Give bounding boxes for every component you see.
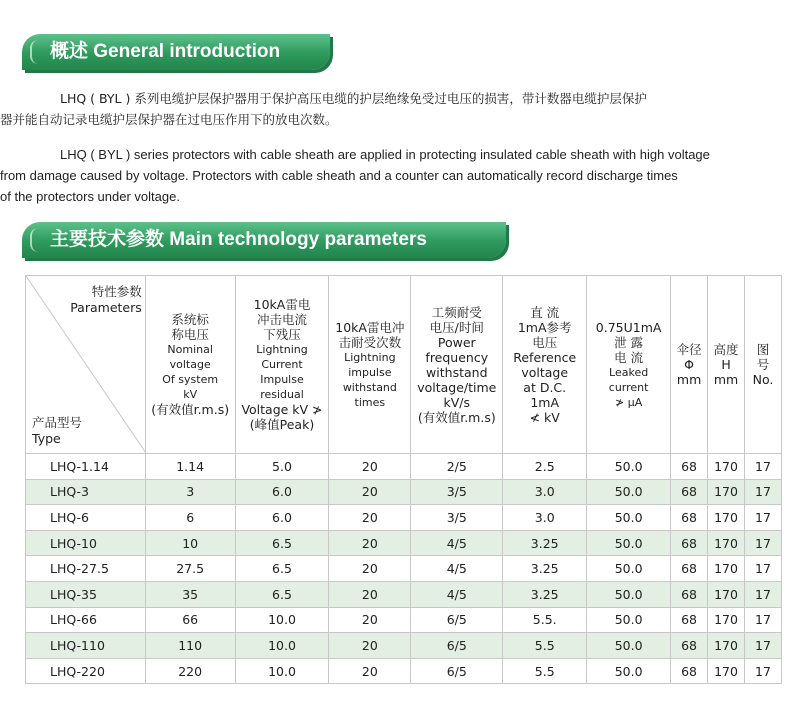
table-row: [26, 607, 782, 633]
product-type-cell: LHQ-35: [26, 581, 146, 607]
table-row: [26, 454, 782, 480]
intro-en-line-1: LHQ ( BYL ) series protectors with cable sheath are applied in protecting insulated cable sheath with high voltage: [60, 147, 710, 162]
table-cell: 68: [671, 581, 708, 607]
table-cell: 50.0: [587, 454, 671, 480]
table-cell: 4/5: [411, 556, 503, 582]
table-row: [26, 556, 782, 582]
table-cell: 68: [671, 505, 708, 531]
header-leaked-current: [587, 276, 671, 454]
table-cell: 20: [329, 454, 411, 480]
table-cell: 170: [708, 633, 745, 659]
table-cell: 4/5: [411, 530, 503, 556]
table-cell: 20: [329, 633, 411, 659]
header-label-line: Power: [437, 334, 476, 350]
table-cell: 6.5: [235, 581, 329, 607]
table-cell: 66: [145, 607, 235, 633]
product-type-cell: LHQ-27.5: [26, 556, 146, 582]
table-cell: 20: [329, 530, 411, 556]
product-type-cell: LHQ-10: [26, 530, 146, 556]
header-label-line: 工频耐受: [431, 304, 482, 320]
intro-cn-line-1: LHQ ( BYL ) 系列电缆护层保护器用于保护高压电缆的护层绝缘免受过电压的损害，带计数器电缆护层保护: [60, 91, 647, 106]
table-cell: 50.0: [587, 633, 671, 659]
table-cell: 68: [671, 658, 708, 684]
table-cell: 3.25: [503, 530, 587, 556]
intro-en-line-2: from damage caused by voltage. Protectors with cable sheath and a counter can automatically record discharge times: [0, 168, 678, 183]
table-cell: 170: [708, 530, 745, 556]
table-cell: 170: [708, 658, 745, 684]
table-cell: 3.25: [503, 556, 587, 582]
table-cell: 68: [671, 607, 708, 633]
table-row: [26, 505, 782, 531]
header-label-line: withstand: [342, 380, 397, 394]
product-type-cell: LHQ-1.14: [26, 454, 146, 480]
product-type-cell: LHQ-3: [26, 479, 146, 505]
header-reference-voltage: [503, 276, 587, 454]
header-label-line: voltage: [521, 364, 569, 380]
table-cell: 17: [745, 556, 782, 582]
header-label-line: 1mA参考: [517, 319, 572, 335]
header-label-line: H: [721, 357, 731, 372]
header-label-line: 冲击电流: [256, 312, 307, 327]
header-height: [708, 276, 745, 454]
table-row: [26, 530, 782, 556]
table-cell: 68: [671, 556, 708, 582]
table-cell: 20: [329, 479, 411, 505]
header-label-line: (有效值r.m.s): [417, 409, 496, 425]
header-label-line: 下残压: [263, 327, 301, 342]
header-label-line: Reference: [513, 349, 577, 365]
header-corner-cell: [26, 276, 146, 454]
header-label-line: mm: [713, 372, 739, 387]
header-label-line: Impulse: [260, 373, 304, 386]
table-cell: 27.5: [145, 556, 235, 582]
table-cell: 35: [145, 581, 235, 607]
table-cell: 170: [708, 479, 745, 505]
header-label-line: kV/s: [443, 394, 471, 410]
table-cell: 5.5: [503, 633, 587, 659]
product-type-cell: LHQ-220: [26, 658, 146, 684]
table-cell: 6.0: [235, 479, 329, 505]
table-cell: 20: [329, 556, 411, 582]
intro-en-line-3: of the protectors under voltage.: [0, 189, 180, 204]
table-cell: 3: [145, 479, 235, 505]
header-label-line: kV: [183, 388, 198, 401]
table-cell: 6.0: [235, 505, 329, 531]
header-label-line: 电压: [532, 334, 558, 350]
header-label-line: Current: [261, 358, 303, 371]
header-label-line: 10kA雷电冲: [335, 319, 405, 335]
header-label-line: current: [608, 380, 649, 394]
table-row: [26, 633, 782, 659]
header-label-line: withstand: [426, 364, 488, 380]
table-cell: 5.5.: [503, 607, 587, 633]
header-label-line: frequency: [425, 349, 489, 365]
header-nominal-voltage: [145, 276, 235, 454]
table-cell: 3/5: [411, 505, 503, 531]
header-label-line: 高度: [713, 342, 739, 357]
table-cell: 3.0: [503, 479, 587, 505]
table-cell: 17: [745, 658, 782, 684]
parameters-table: [25, 275, 782, 684]
header-label-line: 伞径: [676, 342, 702, 357]
table-header-row: [26, 276, 782, 454]
table-cell: 20: [329, 607, 411, 633]
intro-english-paragraph: [0, 144, 800, 207]
header-label-line: voltage: [169, 358, 211, 371]
section-title-text: 主要技术参数 Main technology parameters: [50, 229, 427, 250]
header-label-line: ≮ kV: [529, 409, 560, 425]
table-cell: 20: [329, 581, 411, 607]
table-cell: 68: [671, 454, 708, 480]
header-label-line: 10kA雷电: [253, 297, 311, 312]
table-cell: 10.0: [235, 658, 329, 684]
product-type-cell: LHQ-6: [26, 505, 146, 531]
section-title-general-introduction: [22, 34, 330, 70]
header-label-line: (峰值Peak): [249, 417, 315, 432]
table-cell: 2.5: [503, 454, 587, 480]
header-label-line: 泄 露: [614, 334, 644, 350]
header-label-line: 电压/时间: [429, 319, 484, 335]
header-label-line: Leaked: [609, 365, 649, 379]
header-label-line: mm: [676, 372, 702, 387]
table-cell: 6/5: [411, 607, 503, 633]
header-label-line: 图: [756, 342, 770, 357]
header-label-line: (有效值r.m.s): [151, 402, 230, 417]
table-cell: 10: [145, 530, 235, 556]
table-cell: 2/5: [411, 454, 503, 480]
header-label-line: 称电压: [171, 327, 209, 342]
header-label-line: 1mA: [530, 394, 560, 410]
table-cell: 17: [745, 454, 782, 480]
header-label-line: Nominal: [167, 343, 213, 356]
table-row: [26, 658, 782, 684]
intro-cn-line-2: 器并能自动记录电缆护层保护器在过电压作用下的放电次数。: [0, 112, 338, 127]
table-cell: 17: [745, 479, 782, 505]
header-label-line: 直 流: [530, 304, 560, 320]
header-label-line: Lightning: [256, 343, 308, 356]
table-cell: 220: [145, 658, 235, 684]
header-label-line: Φ: [684, 357, 694, 372]
header-label-line: 电 流: [614, 349, 644, 365]
table-cell: 50.0: [587, 556, 671, 582]
table-cell: 17: [745, 581, 782, 607]
table-cell: 3.25: [503, 581, 587, 607]
header-label-line: impulse: [348, 365, 392, 379]
table-cell: 170: [708, 607, 745, 633]
table-cell: 6.5: [235, 556, 329, 582]
table-cell: 170: [708, 454, 745, 480]
header-label-line: voltage/time: [417, 379, 497, 395]
table-cell: 6/5: [411, 658, 503, 684]
table-cell: 20: [329, 658, 411, 684]
table-row: [26, 479, 782, 505]
table-cell: 50.0: [587, 530, 671, 556]
table-cell: 68: [671, 479, 708, 505]
table-cell: 50.0: [587, 479, 671, 505]
table-cell: 50.0: [587, 607, 671, 633]
header-figure-number: [745, 276, 782, 454]
table-cell: 170: [708, 556, 745, 582]
header-label-line: residual: [260, 388, 304, 401]
header-power-frequency: [411, 276, 503, 454]
table-cell: 50.0: [587, 658, 671, 684]
section-title-main-parameters: [22, 222, 506, 258]
table-cell: 68: [671, 530, 708, 556]
table-cell: 6.5: [235, 530, 329, 556]
header-label-line: Of system: [162, 373, 219, 386]
header-label-line: 号: [756, 357, 770, 372]
table-row: [26, 581, 782, 607]
table-cell: 10.0: [235, 633, 329, 659]
table-cell: 3.0: [503, 505, 587, 531]
table-cell: 50.0: [587, 581, 671, 607]
table-cell: 6: [145, 505, 235, 531]
table-cell: 5.0: [235, 454, 329, 480]
intro-chinese-paragraph: [0, 88, 800, 130]
product-type-cell: LHQ-110: [26, 633, 146, 659]
table-cell: 20: [329, 505, 411, 531]
table-cell: 5.5: [503, 658, 587, 684]
table-cell: 3/5: [411, 479, 503, 505]
header-label-line: 系统标: [171, 312, 209, 327]
table-cell: 170: [708, 505, 745, 531]
table-cell: 6/5: [411, 633, 503, 659]
table-cell: 4/5: [411, 581, 503, 607]
table-cell: 170: [708, 581, 745, 607]
header-umbrella-diameter: [671, 276, 708, 454]
header-impulse-withstand: [329, 276, 411, 454]
header-label-line: 击耐受次数: [338, 334, 402, 350]
table-cell: 1.14: [145, 454, 235, 480]
table-cell: 50.0: [587, 505, 671, 531]
table-cell: 110: [145, 633, 235, 659]
header-label-line: times: [354, 395, 386, 409]
table-cell: 10.0: [235, 607, 329, 633]
table-cell: 68: [671, 633, 708, 659]
header-label-line: Lightning: [344, 350, 396, 364]
section-title-text: 概述 General introduction: [50, 41, 281, 62]
product-type-cell: LHQ-66: [26, 607, 146, 633]
header-corner-parameters: 特性参数 Parameters: [70, 284, 142, 315]
table-cell: 17: [745, 530, 782, 556]
header-label-line: at D.C.: [523, 379, 567, 395]
header-label-line: ≯ μA: [615, 395, 643, 409]
table-cell: 17: [745, 505, 782, 531]
header-label-line: Voltage kV ≯: [241, 402, 323, 417]
table-cell: 17: [745, 607, 782, 633]
header-label-line: No.: [752, 372, 774, 387]
header-label-line: 0.75U1mA: [595, 319, 662, 335]
table-cell: 17: [745, 633, 782, 659]
header-residual-voltage: [235, 276, 329, 454]
header-corner-type: 产品型号 Type: [32, 415, 83, 446]
